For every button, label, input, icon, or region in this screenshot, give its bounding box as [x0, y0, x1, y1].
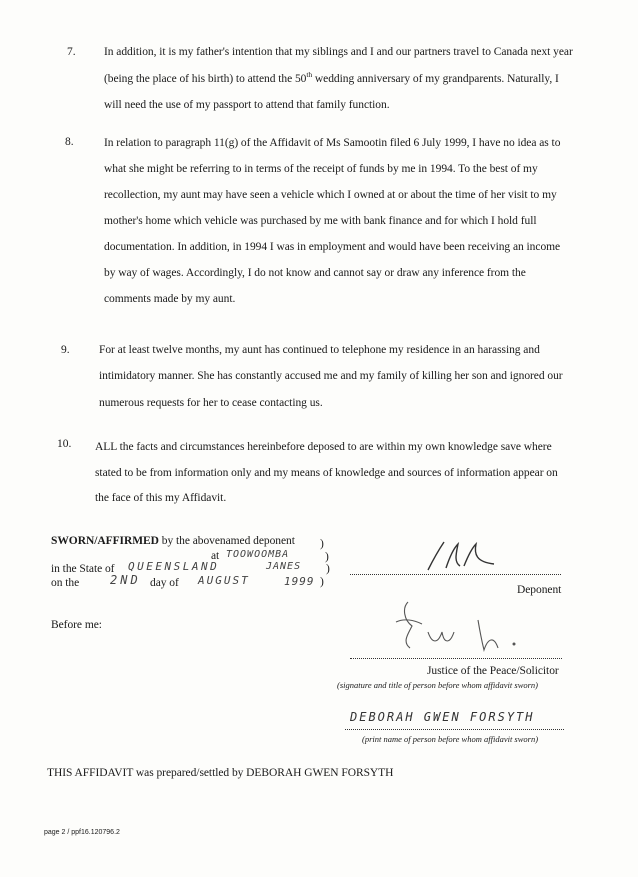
printed-name-handwritten: DEBORAH GWEN FORSYTH — [350, 710, 535, 724]
paragraph-number: 8. — [65, 136, 74, 148]
justice-label: Justice of the Peace/Solicitor — [427, 665, 559, 677]
sworn-line: SWORN/AFFIRMED by the abovenamed deponent — [51, 535, 295, 547]
jurat-paren: ) — [326, 563, 330, 575]
paragraph-line: ALL the facts and circumstances hereinbefore deposed to are within my own knowledge save where — [95, 441, 552, 453]
page-footer: page 2 / ppf16.120796.2 — [44, 829, 120, 836]
paragraph-line: (being the place of his birth) to attend the 50th wedding anniversary of my grandparents. Naturally, I — [104, 70, 559, 85]
jurat-paren: ) — [325, 551, 329, 563]
at-handwritten: TOOWOOMBA — [226, 549, 290, 560]
paragraph-number: 7. — [67, 46, 76, 58]
at-label: at — [211, 550, 220, 562]
on-label: on the — [51, 577, 80, 589]
signature-note: (signature and title of person before whom affidavit sworn) — [337, 680, 538, 690]
paragraph-number: 10. — [57, 438, 72, 450]
deponent-label: Deponent — [517, 584, 562, 596]
deponent-signature — [420, 536, 500, 576]
paragraph-line: intimidatory manner. She has constantly accused me and my family of killing her son and ignored our — [99, 370, 563, 382]
paragraph-line: In relation to paragraph 11(g) of the Affidavit of Ms Samootin filed 6 July 1999, I have no idea as to — [104, 137, 561, 149]
year-handwritten: 1999 — [284, 575, 315, 588]
paragraph-line: what she might be referring to in terms of the receipt of funds by me in 1994. To the best of my — [104, 163, 538, 175]
paragraph-line: mother's home which vehicle was purchased by me with bank finance and for which I hold full — [104, 215, 537, 227]
month-handwritten: AUGUST — [198, 574, 250, 587]
paragraph-line: For at least twelve months, my aunt has continued to telephone my residence in an harassing and — [99, 344, 540, 356]
state-handwritten: QUEENSLAND — [128, 560, 220, 573]
justice-signature — [388, 598, 548, 658]
state-label: in the State of — [51, 563, 115, 575]
state-suffix-handwritten: JANES — [266, 561, 302, 572]
justice-signature-line — [350, 658, 562, 659]
paragraph-line: will need the use of my passport to attend that family function. — [104, 99, 390, 111]
prepared-by: THIS AFFIDAVIT was prepared/settled by DEBORAH GWEN FORSYTH — [47, 767, 394, 779]
paragraph-line: comments made by my aunt. — [104, 293, 236, 305]
before-me-label: Before me: — [51, 619, 102, 631]
paragraph-line: recollection, my aunt may have seen a vehicle which I owned at or about the time of her visit to my — [104, 189, 557, 201]
paragraph-line: documentation. In addition, in 1994 I was in employment and would have been receiving an income — [104, 241, 561, 253]
paragraph-number: 9. — [61, 344, 70, 356]
paragraph-line: the face of this my Affidavit. — [95, 492, 227, 504]
print-name-note: (print name of person before whom affidavit sworn) — [362, 734, 539, 744]
printed-name-line — [345, 729, 564, 730]
paragraph-line: numerous requests for her to cease contacting us. — [99, 397, 323, 409]
day-of-label: day of — [150, 577, 179, 589]
paragraph-line: by way of wages. Accordingly, I do not know and cannot say or draw any inference from the — [104, 267, 526, 279]
paragraph-line: stated to be from information only and my means of knowledge and sources of information appear on — [95, 467, 558, 479]
deponent-signature-line — [350, 574, 561, 575]
paragraph-line: In addition, it is my father's intention that my siblings and I and our partners travel to Canada next year — [104, 46, 573, 58]
jurat-paren: ) — [320, 576, 324, 588]
jurat-paren: ) — [320, 538, 324, 550]
day-handwritten: 2ND — [110, 573, 141, 587]
